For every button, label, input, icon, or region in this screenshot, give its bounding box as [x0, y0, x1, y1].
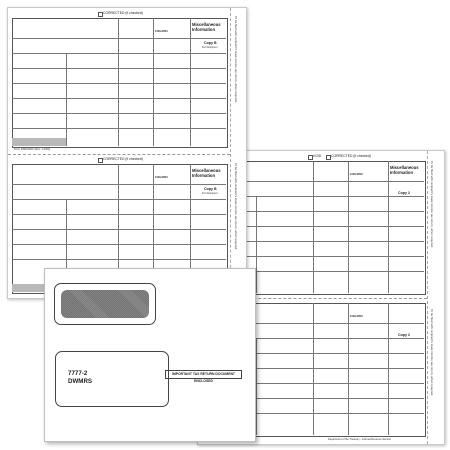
treasury-lower: Department of the Treasury - Internal Revenue Service: [328, 438, 392, 441]
copy-2-upper: Copy 2: [398, 191, 410, 195]
side-text-upper: To be filed with recipient's state income tax return, when required.: [430, 161, 434, 248]
corrected-label-b-lower: CORRECTED (if checked): [103, 157, 143, 161]
corrected-label: CORRECTED (if checked): [331, 154, 371, 158]
form-number-upper: 1099-MISC: [350, 173, 364, 176]
side-text-b-lower: To be filed with recipient's state income tax return, when required.: [234, 163, 238, 250]
copy-b-lower: Copy B: [204, 187, 217, 191]
corrected-label-b-upper: CORRECTED (if checked): [103, 11, 143, 15]
side-text-lower: To be filed with recipient's state income tax return, when required.: [430, 309, 434, 396]
copy-2-lower: Copy 2: [398, 333, 410, 337]
form-number-lower: 1099-MISC: [350, 315, 364, 318]
form-sheet-copy-b: [7, 7, 247, 299]
side-text-b-upper: To be filed with recipient's state income tax return, when required.: [234, 16, 238, 103]
recipient-address-window: [55, 351, 169, 407]
envelope: [44, 268, 256, 442]
footer-b-upper: Form 1099-MISC (Rev. 1-2022): [14, 148, 51, 151]
form-number-b-upper: 1099-MISC: [155, 30, 169, 33]
return-address-window: [54, 283, 156, 325]
important-notice: IMPORTANT TAX RETURN DOCUMENT ENCLOSED: [165, 370, 242, 379]
copy-b-sub-upper: For Recipient: [202, 46, 218, 49]
void-label: VOID: [313, 154, 322, 158]
envelope-code: 7777-2 DWMRS: [68, 370, 93, 385]
title-b-lower: Miscellaneous Information: [192, 168, 221, 178]
title-b-upper: Miscellaneous Information: [192, 22, 221, 32]
copy-b-sub-lower: For Recipient: [202, 192, 218, 195]
title-upper: Miscellaneous Information: [390, 165, 419, 175]
copy-b-upper: Copy B: [204, 41, 217, 45]
form-number-b-lower: 1099-MISC: [155, 176, 169, 179]
